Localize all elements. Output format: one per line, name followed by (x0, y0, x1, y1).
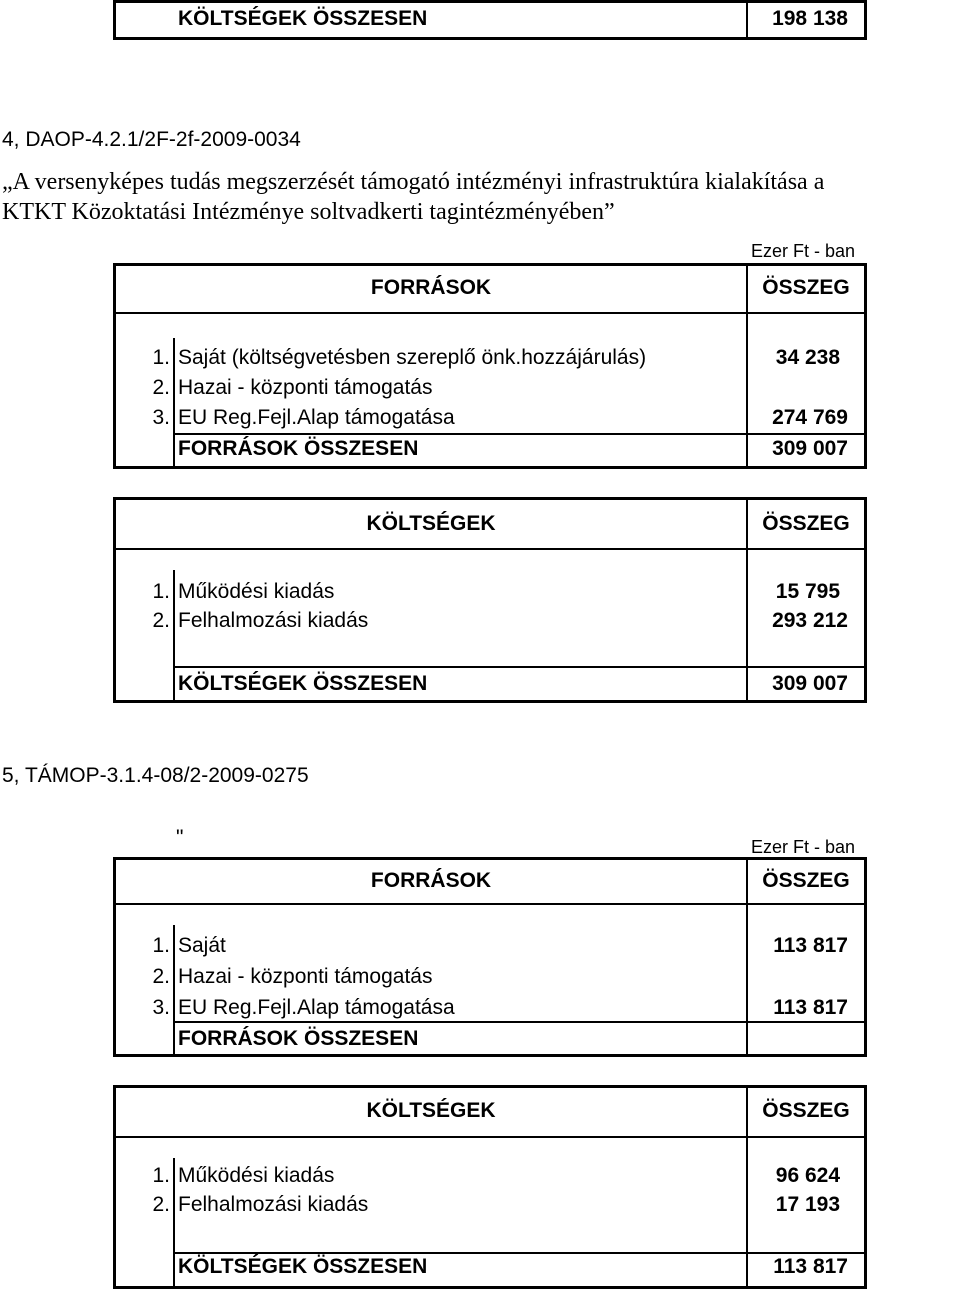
project5-costs-header-line (113, 1136, 867, 1138)
project5-unit: Ezer Ft - ban (751, 837, 856, 857)
p4-src-row2-num: 2. (152, 376, 170, 399)
p5-src-row1-num: 1. (152, 934, 170, 957)
p5-src-row1-value: 113 817 (773, 934, 848, 957)
p4-src-row1-num: 1. (152, 346, 170, 369)
project5-costs-amount-header: ÖSSZEG (762, 1099, 850, 1122)
project5-costs-total-line (173, 1252, 867, 1254)
p4-cost-row1-num: 1. (152, 580, 170, 603)
p5-cost-total-label: KÖLTSÉGEK ÖSSZESEN (178, 1255, 428, 1278)
project4-unit: Ezer Ft - ban (751, 241, 856, 261)
p4-src-row3-label: EU Reg.Fejl.Alap támogatása (178, 406, 455, 429)
project5-sources-amount-header: ÖSSZEG (762, 869, 850, 892)
p5-src-total-label: FORRÁSOK ÖSSZESEN (178, 1027, 419, 1050)
project4-costs-num-divider (173, 570, 175, 701)
p4-cost-row2-label: Felhalmozási kiadás (178, 609, 369, 632)
project4-sources-total-line (173, 433, 867, 435)
project4-costs-amount-header: ÖSSZEG (762, 512, 850, 535)
project5-costs-header: KÖLTSÉGEK (366, 1099, 496, 1122)
project4-sources-num-divider (173, 338, 175, 467)
top-total-value: 198 138 (772, 7, 848, 30)
p5-src-row1-label: Saját (178, 934, 226, 957)
p5-cost-total-value: 113 817 (773, 1255, 848, 1278)
p5-src-row3-num: 3. (152, 996, 170, 1019)
p4-src-total-label: FORRÁSOK ÖSSZESEN (178, 437, 419, 460)
p4-cost-row2-value: 293 212 (772, 609, 848, 632)
p4-cost-row1-label: Működési kiadás (178, 580, 335, 603)
project4-costs-total-line (173, 666, 867, 668)
project4-costs-header: KÖLTSÉGEK (366, 512, 496, 535)
p4-src-row1-label: Saját (költségvetésben szereplő önk.hozzájárulás) (178, 346, 647, 369)
p4-cost-row1-value: 15 795 (775, 580, 840, 603)
project4-title-line1: „A versenyképes tudás megszerzését támogató intézményi infrastruktúra kialakítása a (2, 169, 825, 195)
p5-cost-row1-value: 96 624 (775, 1164, 840, 1187)
project4-code: 4, DAOP-4.2.1/2F-2f-2009-0034 (2, 128, 301, 151)
top-total-label: KÖLTSÉGEK ÖSSZESEN (178, 7, 428, 30)
project5-costs-num-divider (173, 1158, 175, 1287)
p5-cost-row1-num: 1. (152, 1164, 170, 1187)
p5-cost-row2-value: 17 193 (775, 1193, 840, 1216)
project4-sources-amount-header: ÖSSZEG (762, 276, 850, 299)
project5-quote-mark: " (176, 826, 184, 849)
project5-sources-total-line (173, 1021, 867, 1023)
p4-src-row2-label: Hazai - központi támogatás (178, 376, 433, 399)
p4-src-total-value: 309 007 (772, 437, 848, 460)
p5-cost-row1-label: Működési kiadás (178, 1164, 335, 1187)
project4-title-line2: KTKT Közoktatási Intézménye soltvadkerti tagintézményében” (2, 199, 615, 225)
project4-sources-header-line (113, 312, 867, 314)
p5-src-row2-label: Hazai - központi támogatás (178, 965, 433, 988)
project5-sources-num-divider (173, 925, 175, 1055)
p4-src-row3-num: 3. (152, 406, 170, 429)
p5-cost-row2-label: Felhalmozási kiadás (178, 1193, 369, 1216)
top-total-divider (746, 0, 748, 38)
p4-src-row1-value: 34 238 (775, 346, 840, 369)
p4-src-row3-value: 274 769 (772, 406, 848, 429)
p4-cost-total-label: KÖLTSÉGEK ÖSSZESEN (178, 672, 428, 695)
project5-code: 5, TÁMOP-3.1.4-08/2-2009-0275 (2, 764, 309, 787)
p5-src-row2-num: 2. (152, 965, 170, 988)
p4-cost-total-value: 309 007 (772, 672, 848, 695)
p5-src-row3-value: 113 817 (773, 996, 848, 1019)
p5-src-row3-label: EU Reg.Fejl.Alap támogatása (178, 996, 455, 1019)
project4-sources-header: FORRÁSOK (370, 276, 492, 299)
p5-cost-row2-num: 2. (152, 1193, 170, 1216)
project5-sources-header-line (113, 903, 867, 905)
p4-cost-row2-num: 2. (152, 609, 170, 632)
project5-sources-header: FORRÁSOK (370, 869, 492, 892)
project4-costs-header-line (113, 548, 867, 550)
